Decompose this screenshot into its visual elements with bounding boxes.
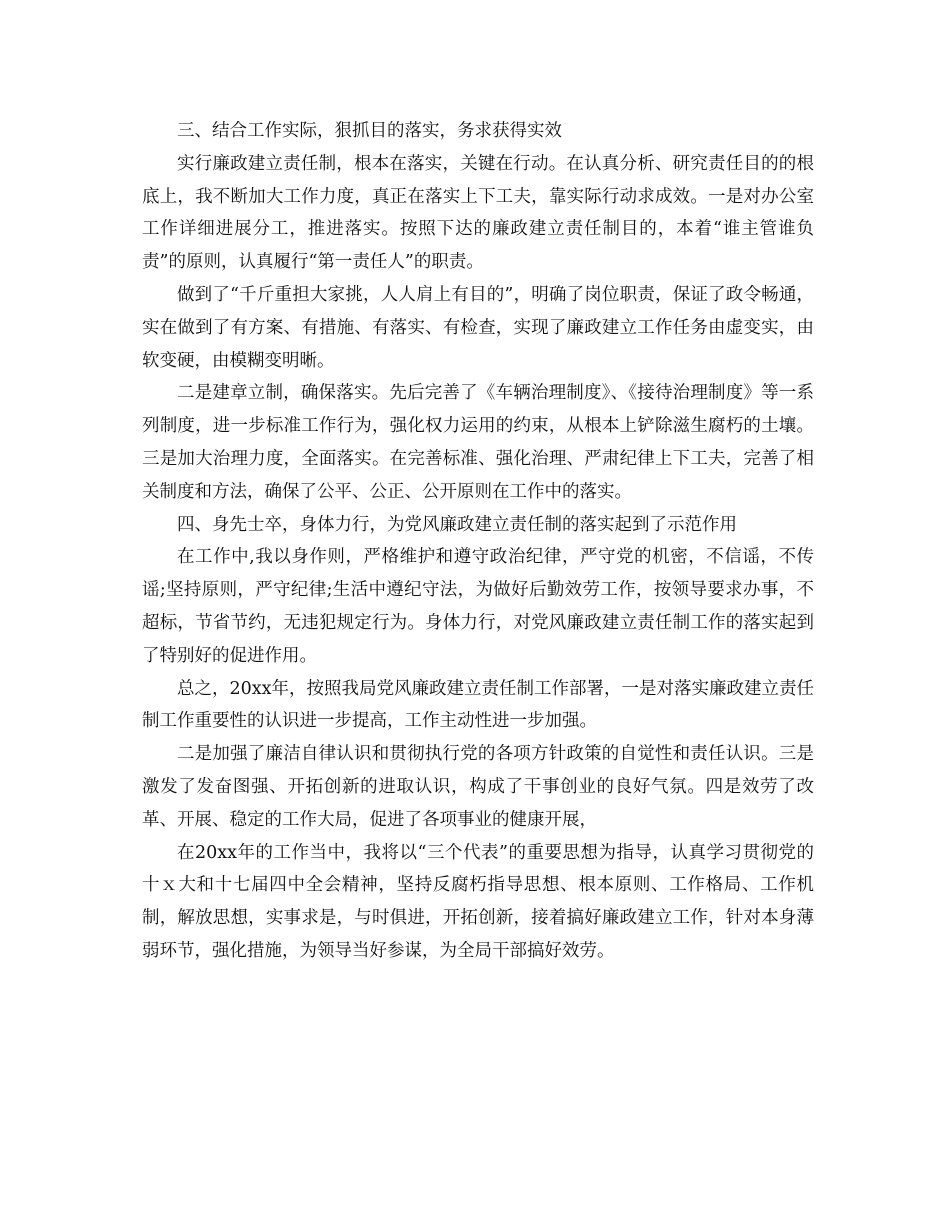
paragraph: 在20xx年的工作当中，我将以“三个代表”的重要思想为指导，认真学习贯彻党的十ｘ大和十七届四中全会精神，坚持反腐朽指导思想、根本原则、工作格局、工作机制，解放思想，实事求是，与时俱进，开拓创新，接着搞好廉政建立工作，针对本身薄弱环节，强化措施，为领导当好参谋，为全局干部搞好效劳。 [142,842,814,961]
section-heading-3: 三、结合工作实际，狠抓目的落实，务求获得实效 [177,121,562,141]
paragraph: 在工作中,我以身作则，严格维护和遵守政治纪律，严守党的机密，不信谣，不传谣;坚持原则，严守纪律;生活中遵纪守法，为做好后勤效劳工作，按领导要求办事，不超标，节省节约，无违犯规定行为。身体力行，对党风廉政建立责任制工作的落实起到了特别好的促进作用。 [142,547,814,666]
document-body [142,115,814,968]
paragraph: 二是建章立制，确保落实。先后完善了《车辆治理制度》、《接待治理制度》等一系列制度，进一步标准工作行为，强化权力运用的约束，从根本上铲除滋生腐朽的土壤。三是加大治理力度，全面落实。在完善标准、强化治理、严肃纪律上下工夫，完善了相关制度和方法，确保了公平、公正、公开原则在工作中的落实。 [142,383,814,502]
paragraph: 总之，20xx年，按照我局党风廉政建立责任制工作部署，一是对落实廉政建立责任制工作重要性的认识进一步提高，工作主动性进一步加强。 [142,678,815,732]
paragraph: 二是加强了廉洁自律认识和贯彻执行党的各项方针政策的自觉性和责任认识。三是激发了发奋图强、开拓创新的进取认识，构成了干事创业的良好气氛。四是效劳了改革、开展、稳定的工作大局，促进了各项事业的健康开展， [142,744,814,830]
paragraph: 实行廉政建立责任制，根本在落实，关键在行动。在认真分析、研究责任目的的根底上，我不断加大工作力度，真正在落实上下工夫，靠实际行动求成效。一是对办公室工作详细进展分工，推进落实。按照下达的廉政建立责任制目的，本着“谁主管谁负责”的原则，认真履行“第一责任人”的职责。 [142,153,814,273]
paragraph: 做到了“千斤重担大家挑，人人肩上有目的”，明确了岗位职责，保证了政令畅通，实在做到了有方案、有措施、有落实、有检查，实现了廉政建立工作任务由虚变实，由软变硬，由模糊变明晰。 [142,284,814,371]
section-heading-4: 四、身先士卒，身体力行，为党风廉政建立责任制的落实起到了示范作用 [177,514,737,535]
